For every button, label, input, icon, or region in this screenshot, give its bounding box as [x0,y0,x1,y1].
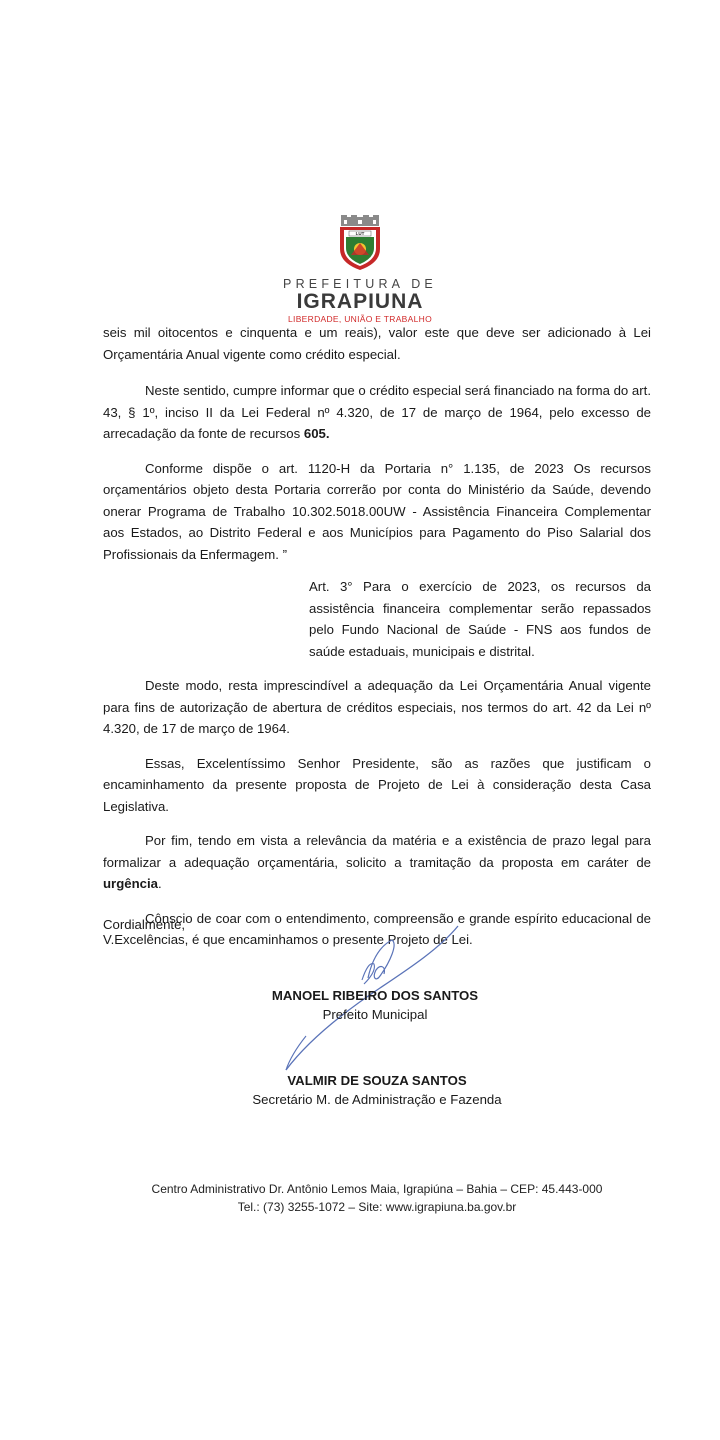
footer-address [0,1180,720,1216]
signatory-title: Prefeito Municipal [322,1007,428,1022]
municipal-crest-logo [333,215,387,271]
paragraph-1: seis mil oitocentos e cinquenta e um reais), valor este que deve ser adicionado à Lei Orçamentária Anual vigente como crédito especial. [103,325,651,362]
funding-source-code: 605. [303,426,330,441]
prefeitura-label: PREFEITURA DE [283,277,437,291]
signatory-title: Secretário M. de Administração e Fazenda [252,1092,502,1107]
signatory-name: VALMIR DE SOUZA SANTOS [287,1073,467,1088]
footer-address-line: Centro Administrativo Dr. Antônio Lemos Maia, Igrapiúna – Bahia – CEP: 45.443-000 [151,1182,603,1196]
letter-body [103,322,651,964]
signatory-name: MANOEL RIBEIRO DOS SANTOS [271,988,479,1003]
paragraph-3: Conforme dispõe o art. 1120-H da Portaria n° 1.135, de 2023 Os recursos orçamentários objeto desta Portaria correrão por conta do Ministério da Saúde, devendo onerar Programa de Trabalho 10.302.5018.00UW - Assistência Financeira Complementar aos Estados, ao Distrito Federal e aos Municípios para Pagamento do Piso Salarial dos Profissionais da Enfermagem. ” [103,460,651,562]
paragraph-7: Cônscio de coar com o entendimento, compreensão e grande espírito educacional de V.Excelências, é que encaminhamos o presente Projeto de Lei. [103,910,651,947]
urgency-word: urgência [103,876,158,891]
footer-contact-line: Tel.: (73) 3255-1072 – Site: www.igrapiuna.ba.gov.br [237,1200,517,1214]
paragraph-2: Neste sentido, cumpre informar que o crédito especial será financiado na forma do art. 43, § 1º, inciso II da Lei Federal nº 4.320, de 17 de março de 1964, pelo excesso de arrecadação da fonte de recursos 605. [103,383,651,441]
quoted-article: Art. 3° Para o exercício de 2023, os recursos da assistência financeira complementar serão repassados pelo Fundo Nacional de Saúde - FNS aos fundos de saúde estaduais, municipais e distrital. [309,579,651,659]
svg-text:LUT: LUT [355,231,365,237]
signatory-mayor [0,986,720,1024]
paragraph-4: Deste modo, resta imprescindível a adequação da Lei Orçamentária Anual vigente para fins de autorização de abertura de créditos especiais, nos termos do art. 42 da Lei nº 4.320, de 17 de março de 1964. [103,678,651,736]
signatory-secretary [0,1071,720,1109]
city-name: IGRAPIUNA [296,290,424,313]
closing-salutation: Cordialmente, [103,917,186,932]
paragraph-5: Essas, Excelentíssimo Senhor Presidente, são as razões que justificam o encaminhamento da presente proposta de Projeto de Lei à consideração desta Casa Legislativa. [103,755,651,814]
motto: LIBERDADE, UNIÃO E TRABALHO [288,314,432,324]
letterhead [0,215,720,324]
paragraph-6: Por fim, tendo em vista a relevância da matéria e a existência de prazo legal para formalizar a adequação orçamentária, solicito a tramitação da proposta em caráter de urgência. [103,833,651,891]
